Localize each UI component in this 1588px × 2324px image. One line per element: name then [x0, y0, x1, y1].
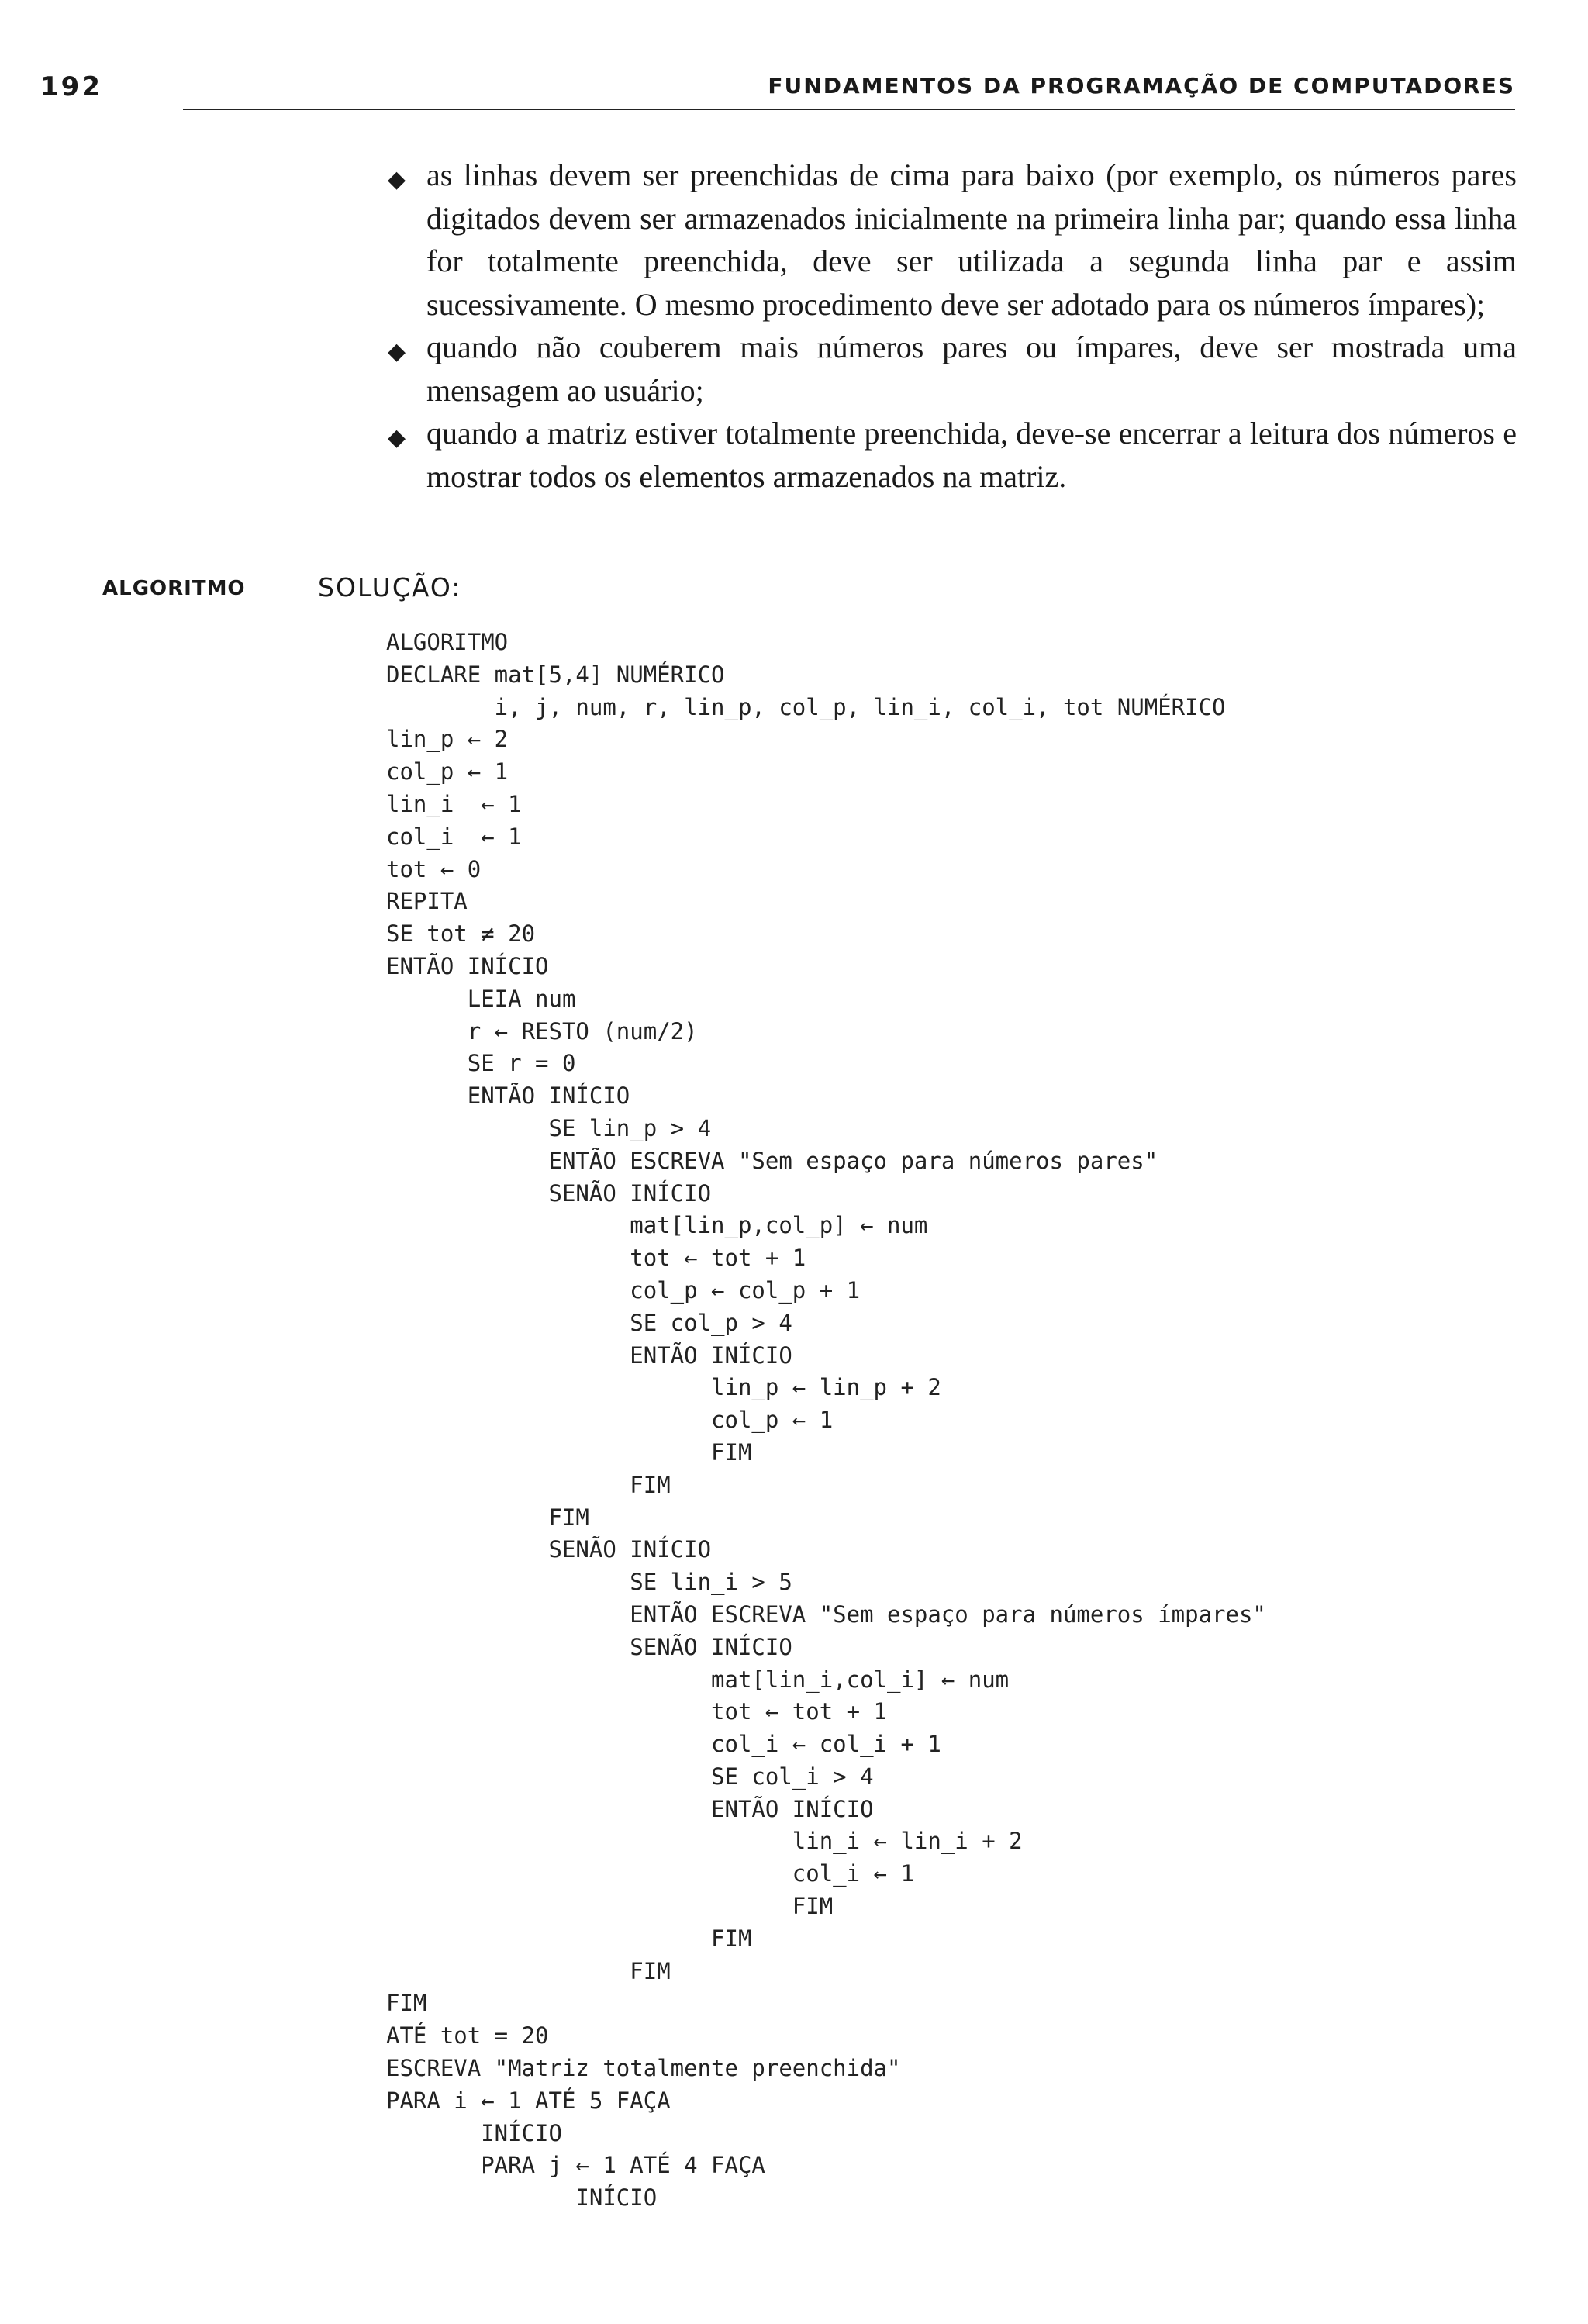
bullet-item: [380, 412, 1517, 498]
code-line: ENTÃO ESCREVA "Sem espaço para números pares": [386, 1147, 1158, 1174]
code-line: tot ← 0: [386, 855, 482, 882]
header-rule: [183, 109, 1515, 110]
code-line: SE col_i > 4: [386, 1763, 874, 1790]
code-line: SENÃO INÍCIO: [386, 1633, 792, 1660]
code-line: LEIA num: [386, 985, 576, 1012]
code-line: REPITA: [386, 888, 468, 915]
bullet-text: quando a matriz estiver totalmente preenchida, deve-se encerrar a leitura dos números e mostrar todos os elementos armazenados na matriz.: [426, 416, 1517, 494]
code-line: SE tot ≠ 20: [386, 920, 536, 948]
code-line: FIM: [386, 1471, 671, 1498]
code-line: ENTÃO INÍCIO: [386, 1342, 792, 1369]
code-line: SE lin_i > 5: [386, 1569, 792, 1596]
code-line: SE col_p > 4: [386, 1309, 792, 1336]
diamond-bullet-icon: ◆: [388, 338, 406, 365]
code-line: r ← RESTO (num/2): [386, 1017, 698, 1045]
solution-label: SOLUÇÃO:: [318, 572, 462, 603]
code-line: FIM: [386, 1925, 752, 1952]
code-line: FIM: [386, 1957, 671, 1984]
diamond-bullet-icon: ◆: [388, 424, 406, 451]
code-line: SENÃO INÍCIO: [386, 1536, 712, 1563]
code-line: FIM: [386, 1990, 427, 2017]
code-line: col_i ← 1: [386, 823, 522, 850]
bullet-item: [380, 326, 1517, 412]
code-line: lin_p ← lin_p + 2: [386, 1374, 941, 1401]
code-line: ENTÃO INÍCIO: [386, 952, 549, 979]
code-line: FIM: [386, 1893, 834, 1920]
bullet-text: quando não couberem mais números pares ou ímpares, deve ser mostrada uma mensagem ao usuário;: [426, 330, 1517, 408]
code-line: lin_p ← 2: [386, 726, 509, 753]
code-line: SE lin_p > 4: [386, 1114, 712, 1141]
code-line: col_i ← col_i + 1: [386, 1731, 941, 1758]
code-line: FIM: [386, 1438, 752, 1466]
code-line: ENTÃO ESCREVA "Sem espaço para números ímpares": [386, 1601, 1266, 1628]
code-line: lin_i ← lin_i + 2: [386, 1828, 1023, 1855]
code-line: SENÃO INÍCIO: [386, 1179, 712, 1207]
code-line: FIM: [386, 1504, 589, 1531]
bullet-list: [380, 154, 1517, 498]
code-line: INÍCIO: [386, 2184, 658, 2212]
code-line: DECLARE mat[5,4] NUMÉRICO: [386, 661, 725, 688]
code-line: col_i ← 1: [386, 1860, 914, 1887]
code-line: INÍCIO: [386, 2119, 562, 2146]
code-line: mat[lin_p,col_p] ← num: [386, 1212, 928, 1239]
code-line: mat[lin_i,col_i] ← num: [386, 1666, 1010, 1693]
algorithm-section-label: ALGORITMO: [102, 577, 246, 600]
code-line: ENTÃO INÍCIO: [386, 1083, 630, 1110]
code-line: SE r = 0: [386, 1050, 576, 1077]
code-line: col_p ← col_p + 1: [386, 1276, 861, 1304]
page-number: 192: [40, 71, 102, 102]
code-line: PARA j ← 1 ATÉ 4 FAÇA: [386, 2152, 765, 2179]
diamond-bullet-icon: ◆: [388, 166, 406, 193]
running-title: FUNDAMENTOS DA PROGRAMAÇÃO DE COMPUTADORES: [768, 73, 1515, 98]
code-line: col_p ← 1: [386, 758, 509, 786]
code-line: ENTÃO INÍCIO: [386, 1795, 874, 1822]
code-line: tot ← tot + 1: [386, 1698, 888, 1725]
bullet-text: as linhas devem ser preenchidas de cima para baixo (por exemplo, os números pares digitados devem ser armazenados inicialmente na primeira linha par; quando essa linha for totalmente preenchida, deve ser utilizada a segunda linha par e assim sucessivamente. O mesmo procedimento deve ser adotado para os números ímpares);: [426, 157, 1517, 322]
code-line: i, j, num, r, lin_p, col_p, lin_i, col_i, tot NUMÉRICO: [386, 693, 1226, 720]
code-line: col_p ← 1: [386, 1407, 834, 1434]
code-line: ALGORITMO: [386, 629, 509, 655]
code-line: PARA i ← 1 ATÉ 5 FAÇA: [386, 2087, 671, 2114]
code-line: tot ← tot + 1: [386, 1245, 806, 1272]
code-line: ATÉ tot = 20: [386, 2022, 549, 2049]
code-line: ESCREVA "Matriz totalmente preenchida": [386, 2055, 901, 2082]
bullet-item: [380, 154, 1517, 326]
code-line: lin_i ← 1: [386, 790, 522, 817]
algorithm-code-block: [386, 627, 1266, 2215]
